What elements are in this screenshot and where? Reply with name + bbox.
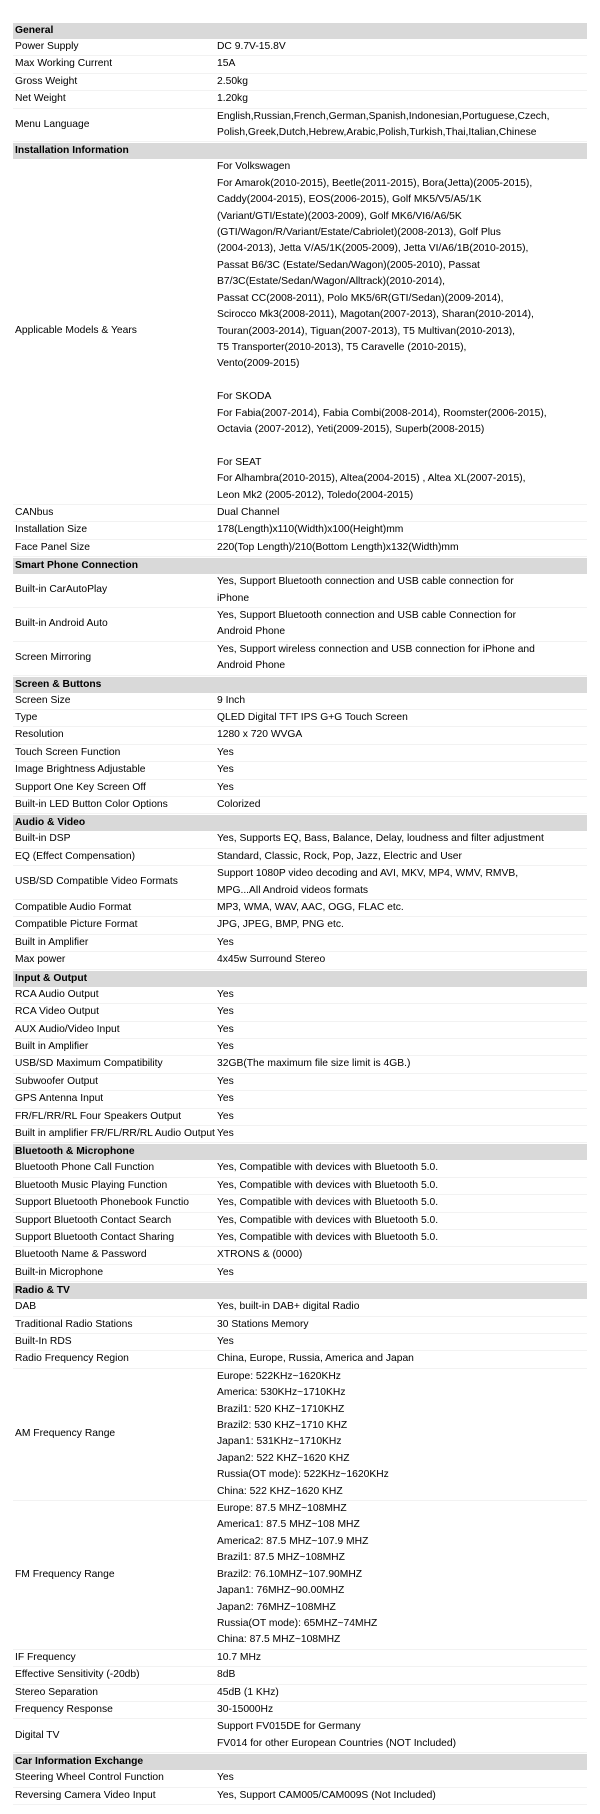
- spec-label: Effective Sensitivity (-20db): [15, 1669, 140, 1681]
- spec-label: Support Bluetooth Contact Sharing: [15, 1231, 175, 1243]
- spec-value-line: (GTI/Wagon/R/Variant/Estate/Cabriolet)(2008-2013), Golf Plus: [217, 227, 501, 239]
- spec-value-line: [217, 373, 583, 389]
- spec-value-line: Russia(OT mode): 65MHZ~74MHZ: [217, 1617, 378, 1629]
- spec-row: [13, 1685, 587, 1702]
- spec-row: [13, 74, 587, 91]
- spec-value: [217, 1160, 587, 1176]
- spec-row: [13, 522, 587, 539]
- spec-row: [13, 109, 587, 143]
- spec-value: [217, 39, 587, 55]
- spec-value-line: 32GB(The maximum file size limit is 4GB.): [217, 1058, 411, 1070]
- spec-value-line: MPG...All Android videos formats: [217, 884, 369, 896]
- spec-row: [13, 1369, 587, 1501]
- spec-value: [217, 1213, 587, 1229]
- spec-value-line: Brazil2: 76.10MHZ~107.90MHZ: [217, 1568, 363, 1580]
- spec-value: [217, 1501, 587, 1649]
- spec-label: Image Brightness Adjustable: [15, 764, 146, 776]
- spec-value-line: Brazil1: 520 KHZ~1710KHZ: [217, 1403, 345, 1415]
- spec-value-line: 30-15000Hz: [217, 1703, 274, 1715]
- spec-label: Menu Language: [15, 118, 90, 130]
- spec-value: [217, 987, 587, 1003]
- spec-value-line: Caddy(2004-2015), EOS(2006-2015), Golf MK5/V5/A5/1K: [217, 194, 482, 206]
- spec-value-line: Touran(2003-2014), Tiguan(2007-2013), T5 Multivan(2010-2013),: [217, 325, 516, 337]
- spec-value-line: Scirocco Mk3(2008-2011), Magotan(2007-2013), Sharan(2010-2014),: [217, 309, 534, 321]
- spec-value-line: (Variant/GTI/Estate)(2003-2009), Golf MK6/VI6/A6/5K: [217, 210, 462, 222]
- spec-value: [217, 505, 587, 521]
- spec-value-line: Yes: [217, 781, 234, 793]
- spec-value: [217, 952, 587, 968]
- spec-value-line: Yes, Support Bluetooth connection and USB cable connection for: [217, 576, 514, 588]
- spec-row: [13, 1213, 587, 1230]
- spec-row: [13, 780, 587, 797]
- spec-row: [13, 505, 587, 522]
- spec-value-line: Japan2: 522 KHZ~1620 KHZ: [217, 1452, 350, 1464]
- spec-value-line: Yes, Compatible with devices with Bluetooth 5.0.: [217, 1162, 439, 1174]
- spec-value: [217, 540, 587, 556]
- spec-value-line: 8dB: [217, 1669, 236, 1681]
- spec-label: Radio Frequency Region: [15, 1353, 129, 1365]
- spec-label: Bluetooth Music Playing Function: [15, 1179, 168, 1191]
- spec-value-line: For SKODA: [217, 391, 272, 403]
- spec-label: FR/FL/RR/RL Four Speakers Output: [15, 1110, 182, 1122]
- spec-row: [13, 797, 587, 814]
- spec-row: [13, 1247, 587, 1264]
- spec-value-line: Yes, Support Bluetooth connection and USB cable Connection for: [217, 609, 517, 621]
- spec-label: Built in amplifier FR/FL/RR/RL Audio Output: [15, 1127, 215, 1139]
- section-header: Smart Phone Connection: [13, 558, 587, 574]
- spec-label: Net Weight: [15, 93, 66, 105]
- spec-value-line: Yes: [217, 1772, 234, 1784]
- spec-value-line: 2.50kg: [217, 75, 248, 87]
- spec-value-line: For SEAT: [217, 456, 262, 468]
- spec-value-line: Vento(2009-2015): [217, 358, 300, 370]
- spec-value-line: Yes, Support CAM005/CAM009S (Not Included): [217, 1789, 436, 1801]
- spec-value-line: Yes: [217, 764, 234, 776]
- spec-value: [217, 797, 587, 813]
- spec-row: [13, 831, 587, 848]
- spec-row: [13, 1667, 587, 1684]
- spec-row: [13, 159, 587, 505]
- spec-value-line: Standard, Classic, Rock, Pop, Jazz, Electric and User: [217, 850, 462, 862]
- spec-label: Bluetooth Name & Password: [15, 1249, 147, 1261]
- spec-row: [13, 1178, 587, 1195]
- spec-row: [13, 935, 587, 952]
- spec-label: Face Panel Size: [15, 541, 90, 553]
- spec-label: USB/SD Compatible Video Formats: [15, 876, 178, 888]
- spec-row: [13, 1074, 587, 1091]
- spec-value: [217, 608, 587, 641]
- spec-value-line: Yes, Supports EQ, Bass, Balance, Delay, loudness and filter adjustment: [217, 833, 544, 845]
- spec-value: [217, 780, 587, 796]
- spec-label: Built-in Android Auto: [15, 618, 108, 630]
- spec-label: RCA Audio Output: [15, 988, 99, 1000]
- spec-label: Applicable Models & Years: [15, 325, 137, 337]
- spec-value-line: America2: 87.5 MHZ~107.9 MHZ: [217, 1535, 369, 1547]
- spec-value: [217, 159, 587, 504]
- spec-label: Support Bluetooth Phonebook Functio: [15, 1197, 190, 1209]
- spec-value: [217, 1702, 587, 1718]
- spec-label: Built in Amplifier: [15, 1040, 89, 1052]
- spec-value-line: Passat B6/3C (Estate/Sedan/Wagon)(2005-2010), Passat: [217, 259, 480, 271]
- spec-value-line: Yes: [217, 1040, 234, 1052]
- spec-value: [217, 935, 587, 951]
- spec-row: [13, 745, 587, 762]
- spec-value-line: English,Russian,French,German,Spanish,Indonesian,Portuguese,Czech,: [217, 110, 550, 122]
- spec-row: [13, 1091, 587, 1108]
- spec-label: Type: [15, 712, 38, 723]
- spec-value-line: T5 Transporter(2010-2013), T5 Caravelle (2010-2015),: [217, 341, 467, 353]
- spec-value: [217, 1650, 587, 1666]
- spec-row: [13, 1195, 587, 1212]
- section-header: Car Information Exchange: [13, 1754, 587, 1770]
- spec-label: Frequency Response: [15, 1703, 113, 1715]
- spec-value-line: Android Phone: [217, 660, 286, 672]
- spec-value: [217, 1022, 587, 1038]
- spec-sheet: [13, 22, 587, 1805]
- spec-row: [13, 1056, 587, 1073]
- spec-row: [13, 91, 587, 108]
- spec-row: [13, 56, 587, 73]
- section-header: General: [13, 23, 587, 39]
- spec-value-line: 15A: [217, 58, 236, 70]
- spec-value-line: Brazil2: 530 KHZ~1710 KHZ: [217, 1420, 348, 1432]
- spec-value-line: (2004-2013), Jetta V/A5/1K(2005-2009), Jetta VI/A6/1B(2010-2015),: [217, 243, 529, 255]
- spec-label: Built-in Microphone: [15, 1266, 104, 1278]
- spec-value-line: DC 9.7V-15.8V: [217, 41, 286, 52]
- spec-label: Max Working Current: [15, 58, 113, 70]
- section-header: Screen & Buttons: [13, 677, 587, 693]
- spec-row: [13, 608, 587, 642]
- spec-value-line: China: 87.5 MHZ~108MHZ: [217, 1634, 341, 1646]
- spec-row: [13, 1126, 587, 1143]
- spec-value-line: Japan1: 531KHz~1710KHz: [217, 1436, 342, 1448]
- spec-row: [13, 1788, 587, 1805]
- spec-label: Compatible Audio Format: [15, 902, 132, 914]
- spec-value-line: 45dB (1 KHz): [217, 1686, 279, 1698]
- spec-value: [217, 1299, 587, 1315]
- section-header: Bluetooth & Microphone: [13, 1144, 587, 1160]
- spec-value-line: Yes: [217, 746, 234, 758]
- section-header: Audio & Video: [13, 815, 587, 831]
- spec-label: FM Frequency Range: [15, 1568, 115, 1580]
- spec-label: AM Frequency Range: [15, 1428, 116, 1440]
- spec-value: [217, 1195, 587, 1211]
- spec-label: Built-in CarAutoPlay: [15, 584, 108, 596]
- spec-value: [217, 917, 587, 933]
- spec-label: Reversing Camera Video Input: [15, 1789, 156, 1801]
- spec-label: CANbus: [15, 506, 54, 518]
- spec-value-line: Octavia (2007-2012), Yeti(2009-2015), Superb(2008-2015): [217, 423, 485, 435]
- spec-label: DAB: [15, 1301, 37, 1313]
- spec-value-line: 1280 x 720 WVGA: [217, 729, 303, 741]
- spec-value-line: For Volkswagen: [217, 161, 291, 173]
- spec-value: [217, 74, 587, 90]
- spec-value: [217, 693, 587, 709]
- spec-value: [217, 574, 587, 607]
- spec-label: Built-in DSP: [15, 833, 71, 845]
- spec-value-line: Yes: [217, 1023, 234, 1035]
- spec-value: [217, 1126, 587, 1142]
- spec-row: [13, 1109, 587, 1126]
- spec-row: [13, 1004, 587, 1021]
- spec-value: [217, 1719, 587, 1752]
- spec-value-line: Yes: [217, 936, 234, 948]
- spec-value: [217, 1056, 587, 1072]
- spec-value: [217, 1004, 587, 1020]
- spec-value-line: Yes: [217, 1006, 234, 1018]
- section-header: Input & Output: [13, 971, 587, 987]
- spec-label: Stereo Separation: [15, 1686, 99, 1698]
- spec-value-line: MP3, WMA, WAV, AAC, OGG, FLAC etc.: [217, 902, 404, 914]
- spec-value-line: China: 522 KHZ~1620 KHZ: [217, 1485, 343, 1497]
- spec-value: [217, 56, 587, 72]
- spec-value-line: 220(Top Length)/210(Bottom Length)x132(Width)mm: [217, 541, 459, 553]
- spec-label: Installation Size: [15, 524, 88, 536]
- spec-value: [217, 1317, 587, 1333]
- spec-label: AUX Audio/Video Input: [15, 1023, 120, 1035]
- spec-row: [13, 1334, 587, 1351]
- spec-value-line: Europe: 87.5 MHZ~108MHZ: [217, 1503, 347, 1515]
- spec-row: [13, 39, 587, 56]
- spec-value: [217, 831, 587, 847]
- spec-value-line: 30 Stations Memory: [217, 1318, 309, 1330]
- spec-row: [13, 762, 587, 779]
- spec-value: [217, 1770, 587, 1786]
- spec-value: [217, 1091, 587, 1107]
- spec-label: IF Frequency: [15, 1651, 76, 1663]
- spec-value-line: Yes, built-in DAB+ digital Radio: [217, 1301, 360, 1313]
- spec-label: EQ (Effect Compensation): [15, 850, 135, 862]
- spec-row: [13, 1702, 587, 1719]
- spec-value-line: Dual Channel: [217, 506, 280, 518]
- spec-value-line: Support 1080P video decoding and AVI, MKV, MP4, WMV, RMVB,: [217, 868, 519, 880]
- spec-row: [13, 1160, 587, 1177]
- spec-value: [217, 1230, 587, 1246]
- spec-row: [13, 952, 587, 969]
- spec-value: [217, 866, 587, 899]
- spec-value-line: Yes: [217, 1127, 234, 1139]
- spec-row: [13, 900, 587, 917]
- section-header: Installation Information: [13, 143, 587, 159]
- spec-value: [217, 1074, 587, 1090]
- spec-value-line: 10.7 MHz: [217, 1651, 262, 1663]
- spec-value: [217, 710, 587, 726]
- spec-value-line: Europe: 522KHz~1620KHz: [217, 1370, 341, 1382]
- spec-value-line: Colorized: [217, 799, 261, 811]
- spec-label: Compatible Picture Format: [15, 919, 138, 931]
- spec-row: [13, 1317, 587, 1334]
- spec-value-line: 178(Length)x110(Width)x100(Height)mm: [217, 524, 404, 536]
- spec-label: Screen Size: [15, 694, 71, 706]
- spec-row: [13, 1719, 587, 1753]
- spec-label: Built in Amplifier: [15, 936, 89, 948]
- spec-value: [217, 1369, 587, 1500]
- spec-label: Bluetooth Phone Call Function: [15, 1162, 155, 1174]
- spec-value-line: Polish,Greek,Dutch,Hebrew,Arabic,Polish,Turkish,Thai,Italian,Chinese: [217, 127, 537, 139]
- spec-value-line: Brazil1: 87.5 MHZ~108MHZ: [217, 1552, 345, 1564]
- spec-value: [217, 1039, 587, 1055]
- spec-value: [217, 1351, 587, 1367]
- spec-value-line: Yes, Compatible with devices with Bluetooth 5.0.: [217, 1197, 439, 1209]
- spec-label: Subwoofer Output: [15, 1075, 98, 1087]
- section-header: Radio & TV: [13, 1283, 587, 1299]
- spec-label: Built-In RDS: [15, 1336, 72, 1347]
- spec-value: [217, 1109, 587, 1125]
- spec-row: [13, 849, 587, 866]
- spec-label: Gross Weight: [15, 75, 78, 87]
- spec-value-line: Yes: [217, 1075, 234, 1087]
- spec-label: Support Bluetooth Contact Search: [15, 1214, 172, 1226]
- spec-value-line: For Amarok(2010-2015), Beetle(2011-2015), Bora(Jetta)(2005-2015),: [217, 177, 533, 189]
- spec-row: [13, 574, 587, 608]
- spec-label: Resolution: [15, 729, 64, 741]
- spec-label: Max power: [15, 954, 66, 966]
- spec-row: [13, 1501, 587, 1650]
- spec-row: [13, 1265, 587, 1282]
- spec-row: [13, 1770, 587, 1787]
- spec-value: [217, 91, 587, 107]
- spec-value-line: For Alhambra(2010-2015), Altea(2004-2015) , Altea XL(2007-2015),: [217, 473, 526, 485]
- spec-value: [217, 727, 587, 743]
- spec-row: [13, 1039, 587, 1056]
- spec-label: Steering Wheel Control Function: [15, 1772, 164, 1784]
- spec-value-line: China, Europe, Russia, America and Japan: [217, 1353, 414, 1365]
- spec-value-line: Japan1: 76MHZ~90.00MHZ: [217, 1585, 345, 1597]
- spec-value-line: America: 530KHz~1710KHz: [217, 1387, 346, 1399]
- spec-row: [13, 693, 587, 710]
- spec-value-line: Yes, Support wireless connection and USB connection for iPhone and: [217, 643, 535, 655]
- spec-value-line: B7/3C(Estate/Sedan/Wagon/Alltrack)(2010-2014),: [217, 276, 445, 288]
- spec-value: [217, 900, 587, 916]
- spec-label: Built-in LED Button Color Options: [15, 799, 168, 811]
- spec-value-line: 9 Inch: [217, 694, 246, 706]
- spec-value-line: Yes: [217, 1110, 234, 1122]
- spec-row: [13, 866, 587, 900]
- spec-value: [217, 745, 587, 761]
- spec-value: [217, 1788, 587, 1804]
- spec-value: [217, 522, 587, 538]
- spec-value-line: Japan2: 76MHZ~108MHZ: [217, 1601, 336, 1613]
- spec-value: [217, 762, 587, 778]
- spec-row: [13, 710, 587, 727]
- spec-value-line: For Fabia(2007-2014), Fabia Combi(2008-2014), Roomster(2006-2015),: [217, 407, 547, 419]
- spec-value: [217, 849, 587, 865]
- spec-row: [13, 1650, 587, 1667]
- spec-value: [217, 1685, 587, 1701]
- spec-row: [13, 917, 587, 934]
- spec-row: [13, 1299, 587, 1316]
- spec-value-line: 4x45w Surround Stereo: [217, 954, 326, 966]
- spec-label: Screen Mirroring: [15, 651, 92, 663]
- spec-value-line: [217, 438, 583, 454]
- spec-label: RCA Video Output: [15, 1006, 99, 1018]
- spec-value-line: Leon Mk2 (2005-2012), Toledo(2004-2015): [217, 489, 414, 501]
- spec-value-line: Yes: [217, 988, 234, 1000]
- spec-row: [13, 1022, 587, 1039]
- spec-value-line: Yes, Compatible with devices with Bluetooth 5.0.: [217, 1179, 439, 1191]
- spec-value: [217, 1178, 587, 1194]
- spec-label: USB/SD Maximum Compatibility: [15, 1058, 163, 1070]
- spec-value: [217, 1667, 587, 1683]
- spec-value-line: America1: 87.5 MHZ~108 MHZ: [217, 1519, 360, 1531]
- spec-value-line: Support FV015DE for Germany: [217, 1721, 361, 1733]
- spec-label: Traditional Radio Stations: [15, 1318, 133, 1330]
- spec-value-line: FV014 for other European Countries (NOT Included): [217, 1737, 457, 1749]
- spec-value-line: Yes: [217, 1093, 234, 1105]
- spec-label: Support One Key Screen Off: [15, 781, 146, 793]
- spec-value-line: Passat CC(2008-2011), Polo MK5/6R(GTI/Sedan)(2009-2014),: [217, 292, 504, 304]
- spec-row: [13, 1351, 587, 1368]
- spec-value-line: QLED Digital TFT IPS G+G Touch Screen: [217, 712, 408, 723]
- spec-value-line: Yes: [217, 1266, 234, 1278]
- spec-value-line: Russia(OT mode): 522KHz~1620KHz: [217, 1469, 389, 1481]
- spec-value-line: Yes, Compatible with devices with Bluetooth 5.0.: [217, 1214, 439, 1226]
- spec-value-line: JPG, JPEG, BMP, PNG etc.: [217, 919, 344, 931]
- spec-value: [217, 109, 587, 142]
- spec-label: Power Supply: [15, 41, 79, 52]
- spec-row: [13, 1230, 587, 1247]
- spec-value: [217, 1247, 587, 1263]
- spec-value-line: XTRONS & (0000): [217, 1249, 303, 1261]
- spec-row: [13, 540, 587, 557]
- spec-label: Digital TV: [15, 1729, 60, 1741]
- spec-label: GPS Antenna Input: [15, 1093, 104, 1105]
- spec-label: Touch Screen Function: [15, 746, 121, 758]
- spec-value-line: Yes, Compatible with devices with Bluetooth 5.0.: [217, 1231, 439, 1243]
- spec-value: [217, 1334, 587, 1350]
- spec-value-line: Yes: [217, 1336, 234, 1347]
- spec-row: [13, 727, 587, 744]
- spec-value: [217, 1265, 587, 1281]
- spec-row: [13, 642, 587, 676]
- spec-row: [13, 987, 587, 1004]
- spec-value-line: Android Phone: [217, 626, 286, 638]
- spec-value: [217, 642, 587, 675]
- spec-value-line: 1.20kg: [217, 93, 248, 105]
- spec-value-line: iPhone: [217, 592, 250, 604]
